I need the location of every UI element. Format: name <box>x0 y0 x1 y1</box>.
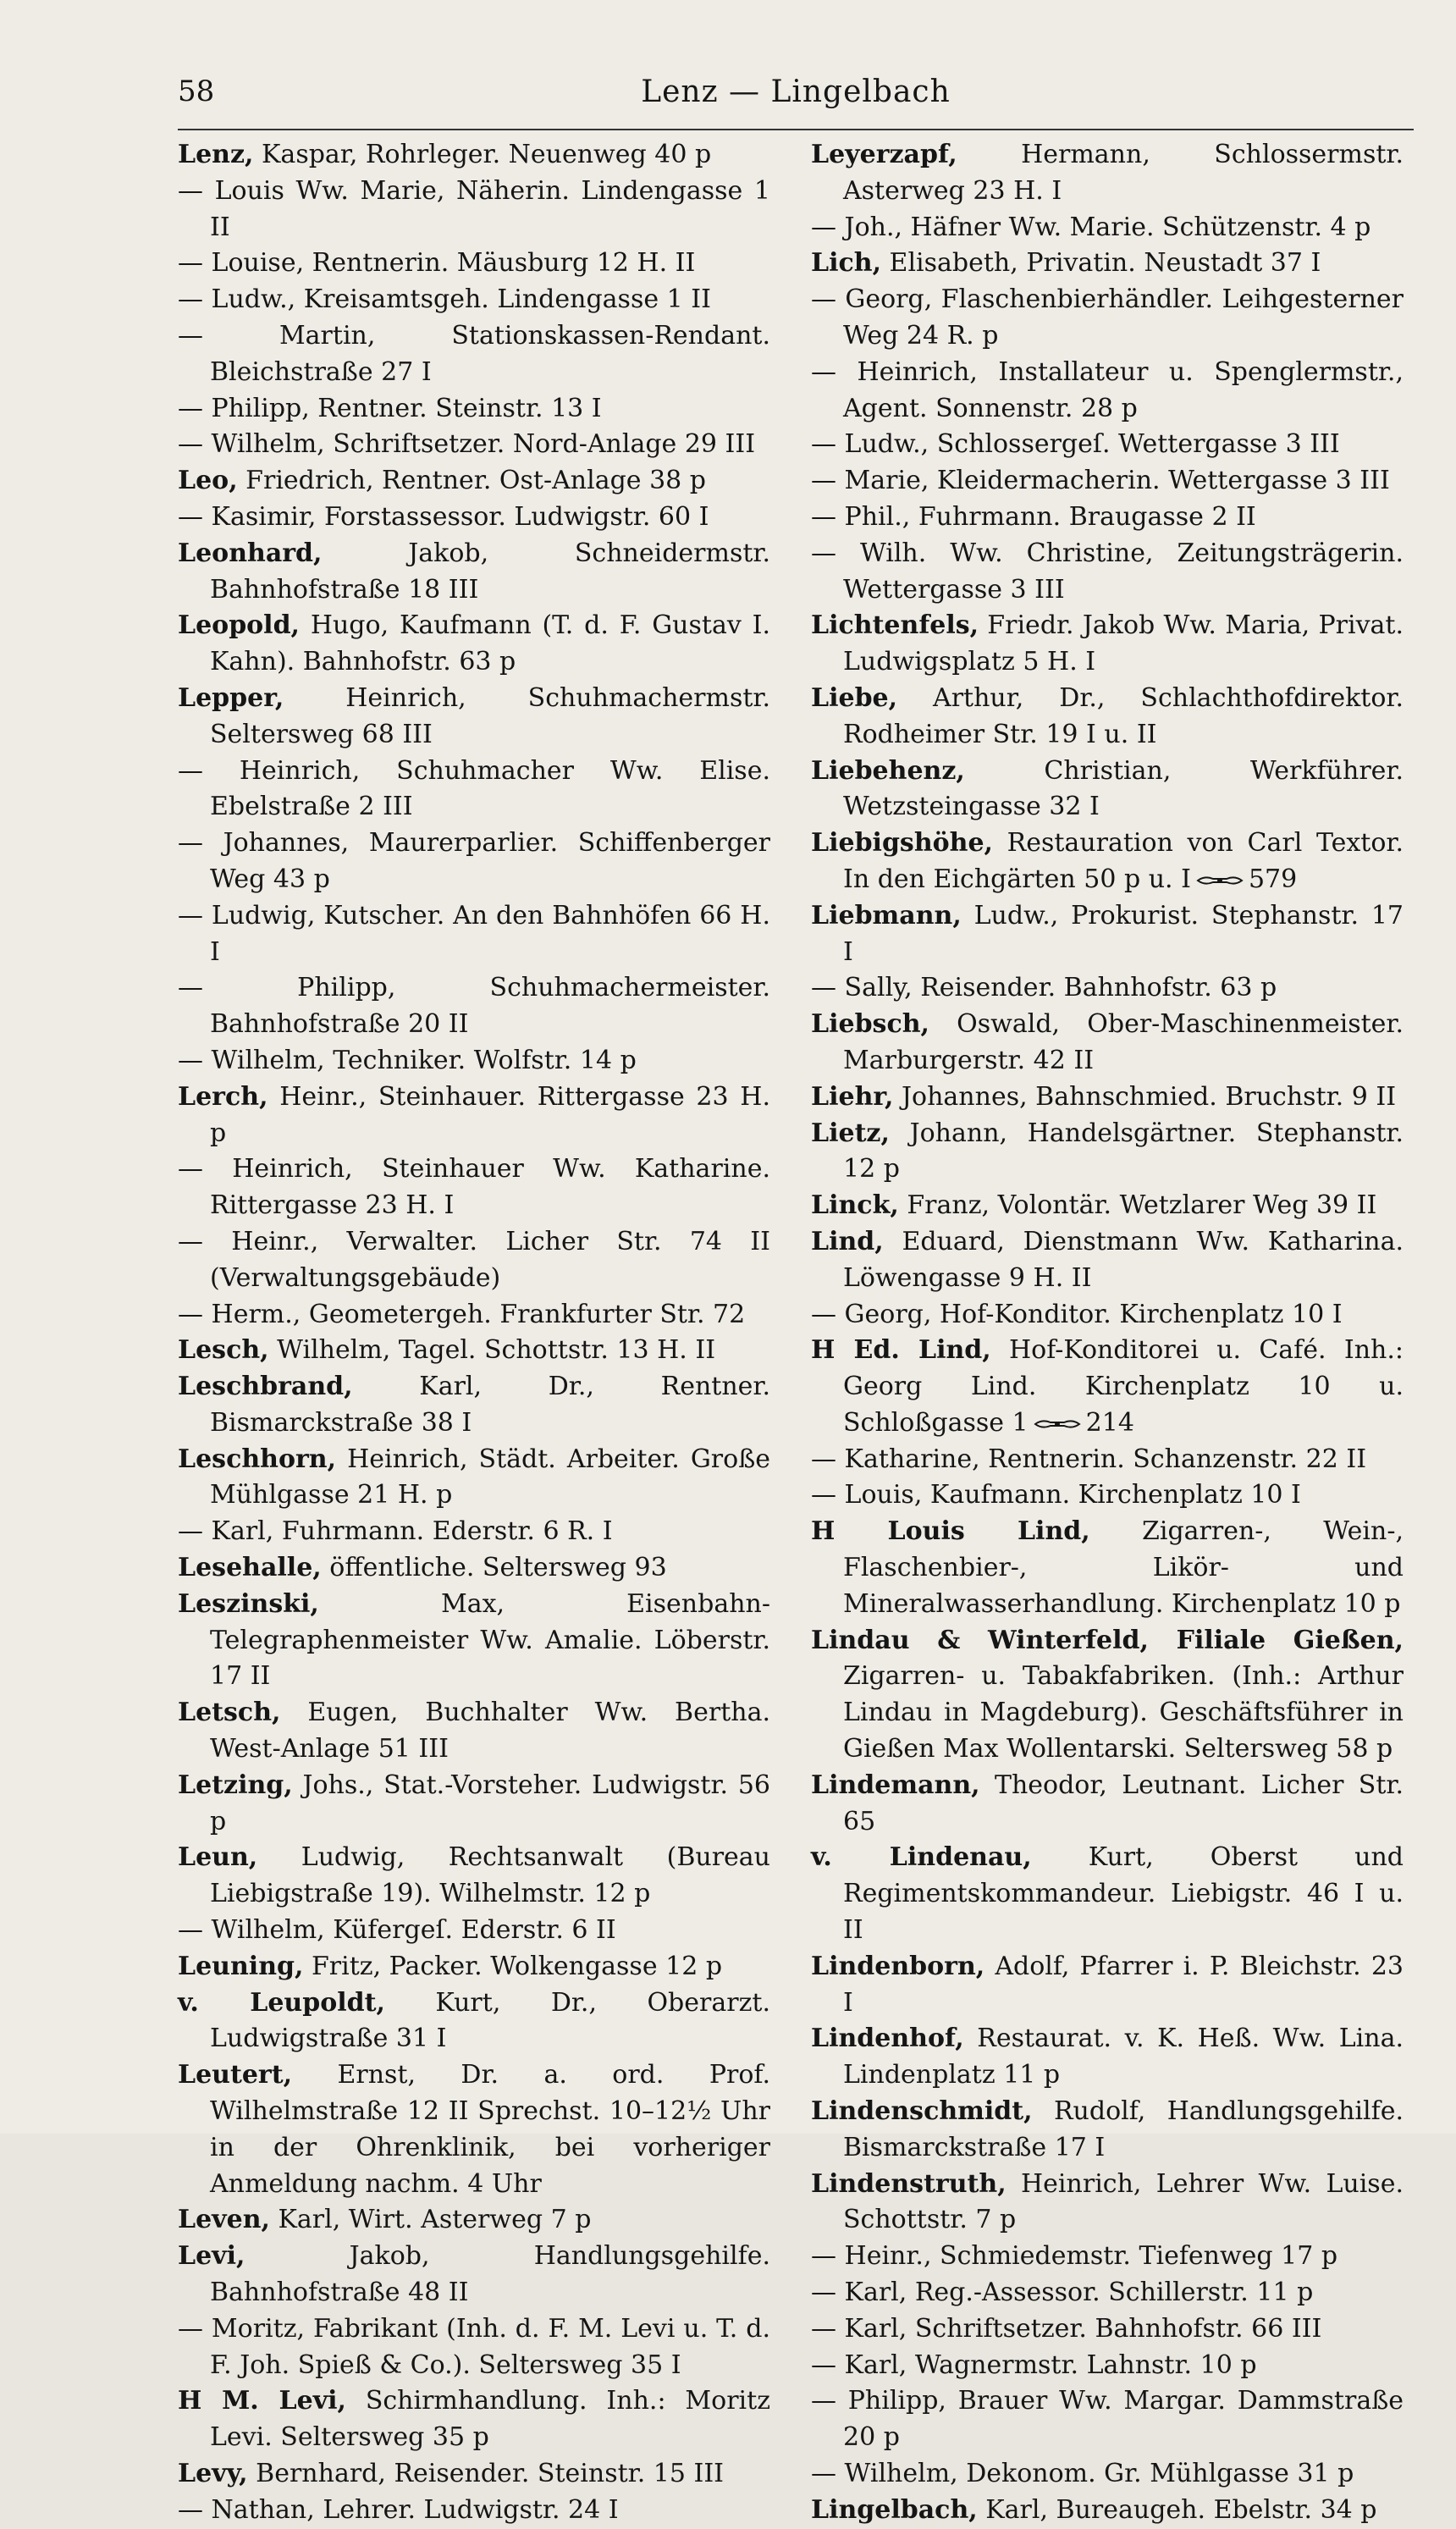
directory-entry <box>178 1550 770 1587</box>
entry-name: Liebehenz, <box>811 755 965 786</box>
entry-text: Heinrich, Lehrer Ww. Luise. Schottstr. 7 p <box>843 2168 1404 2235</box>
entry-text: — Wilhelm, Küfergeſ. Ederstr. 6 II <box>178 1915 616 1946</box>
entry-name: H M. Levi, <box>178 2386 346 2416</box>
directory-entry <box>811 2383 1404 2456</box>
entry-text: Karl, Bureaugeh. Ebelstr. 34 p <box>977 2494 1377 2525</box>
entry-text: — Karl, Wagnermstr. Lahnstr. 10 p <box>811 2350 1257 2380</box>
directory-entry <box>811 427 1404 463</box>
directory-entry <box>811 1224 1404 1297</box>
directory-entry <box>178 536 770 609</box>
directory-entry <box>811 2094 1404 2167</box>
entry-name: Lind, <box>811 1226 884 1256</box>
entry-name: Levi, <box>178 2241 245 2272</box>
entry-name: Leun, <box>178 1842 258 1873</box>
entry-text: Oswald, Ober-Maschinenmeister. Marburgerstr. 42 II <box>843 1009 1404 1075</box>
directory-entry <box>178 1297 770 1334</box>
entry-text: — Philipp, Schuhmachermeister. Bahnhofstraße 20 II <box>178 973 770 1040</box>
directory-entry <box>811 355 1404 428</box>
directory-entry <box>178 137 770 174</box>
directory-entry <box>811 1333 1404 1441</box>
entry-text: — Philipp, Rentner. Steinstr. 13 I <box>178 393 602 423</box>
directory-entry <box>811 2021 1404 2094</box>
entry-name: Leven, <box>178 2205 270 2235</box>
directory-entry <box>178 1768 770 1841</box>
entry-text: — Ludwig, Kutscher. An den Bahnhöfen 66 H. I <box>178 900 770 967</box>
entry-name: Letsch, <box>178 1698 281 1728</box>
entry-text: Jakob, Schneidermstr. Bahnhofstraße 18 III <box>210 538 770 605</box>
entry-name: Lindenhof, <box>811 2024 964 2054</box>
telephone-icon <box>1034 1417 1081 1431</box>
directory-entry <box>811 1080 1404 1116</box>
directory-entry <box>811 608 1404 681</box>
directory-entry <box>178 2383 770 2456</box>
entry-text: — Heinrich, Steinhauer Ww. Katharine. Rittergasse 23 H. I <box>178 1154 770 1221</box>
left-column <box>178 137 770 2529</box>
directory-entry <box>178 1151 770 1224</box>
directory-entry <box>178 318 770 391</box>
entry-text: — Wilh. Ww. Christine, Zeitungsträgerin. Wettergasse 3 III <box>811 538 1404 605</box>
entry-text: Eduard, Dienstmann Ww. Katharina. Löwengasse 9 H. II <box>843 1226 1404 1293</box>
entry-name: Lesch, <box>178 1335 269 1366</box>
entry-name: Lindenborn, <box>811 1951 985 1981</box>
directory-entry <box>811 1768 1404 1841</box>
entry-name: Linck, <box>811 1190 899 1221</box>
entry-text: — Phil., Fuhrmann. Braugasse 2 II <box>811 501 1256 532</box>
directory-entry <box>178 1949 770 1985</box>
entry-name: Leuning, <box>178 1951 304 1981</box>
entry-text: Franz, Volontär. Wetzlarer Weg 39 II <box>898 1190 1377 1221</box>
entry-text: — Louis Ww. Marie, Näherin. Lindengasse 1 II <box>178 175 770 242</box>
entry-name: Leonhard, <box>178 538 323 568</box>
directory-entry <box>178 391 770 428</box>
entry-text: Johannes, Bahnschmied. Bruchstr. 9 II <box>893 1081 1397 1112</box>
entry-text: — Martin, Stationskassen-Rendant. Bleichstraße 27 I <box>178 320 770 387</box>
directory-entry <box>811 754 1404 826</box>
directory-entry <box>178 246 770 282</box>
entry-name: Lesehalle, <box>178 1553 322 1583</box>
directory-entry <box>178 500 770 536</box>
directory-entry <box>178 2493 770 2529</box>
directory-entry <box>178 1985 770 2058</box>
entry-text: Friedr. Jakob Ww. Maria, Privat. Ludwigsplatz 5 H. I <box>843 610 1404 677</box>
entry-text: Hof-Konditorei u. Café. Inh.: Georg Lind. Kirchenplatz 10 u. Schloßgasse 1 <box>843 1335 1404 1438</box>
directory-entry <box>178 2311 770 2384</box>
directory-entry <box>178 2456 770 2493</box>
entry-name: H Ed. Lind, <box>811 1335 991 1366</box>
entry-text: — Wilhelm, Dekonom. Gr. Mühlgasse 31 p <box>811 2459 1354 2488</box>
entry-name: Lindau & Winterfeld, Filiale Gießen, <box>811 1625 1404 1655</box>
directory-entry <box>811 898 1404 971</box>
entry-text: Ernst, Dr. a. ord. Prof. Wilhelmstraße 12 II Sprechst. 10–12½ Uhr in der Ohrenklinik, bei vorheriger Anmeldung nachm. 4 Uhr <box>210 2060 770 2199</box>
directory-entry <box>178 2239 770 2311</box>
directory-entry <box>178 1043 770 1080</box>
entry-text: — Georg, Hof-Konditor. Kirchenplatz 10 I <box>811 1299 1343 1329</box>
entry-text: — Katharine, Rentnerin. Schanzenstr. 22 II <box>811 1444 1367 1474</box>
entry-text: Theodor, Leutnant. Licher Str. 65 <box>843 1770 1404 1836</box>
entry-text: Rudolf, Handlungsgehilfe. Bismarckstraße 17 I <box>843 2096 1404 2162</box>
directory-entry <box>811 826 1404 898</box>
entry-text: Restauration von Carl Textor. In den Eichgärten 50 p u. I <box>843 828 1404 894</box>
entry-text: Ludwig, Rechtsanwalt (Bureau Liebigstraße 19). Wilhelmstr. 12 p <box>210 1842 770 1909</box>
directory-entry <box>811 1949 1404 2022</box>
directory-entry <box>811 1188 1404 1224</box>
entry-text: Zigarren-, Wein-, Flaschenbier-, Likör- und Mineralwasserhandlung. Kirchenplatz 10 p <box>843 1516 1404 1619</box>
directory-entry <box>178 1913 770 1949</box>
entry-text: Zigarren- u. Tabakfabriken. (Inh.: Arthur Lindau in Magdeburg). Geschäftsführer in Gießen Max Wollentarski. Seltersweg 58 p <box>843 1661 1404 1764</box>
directory-entry <box>811 1297 1404 1334</box>
entry-text: — Marie, Kleidermacherin. Wettergasse 3 III <box>811 466 1390 496</box>
entry-text: — Wilhelm, Techniker. Wolfstr. 14 p <box>178 1045 637 1075</box>
entry-text: Friedrich, Rentner. Ost-Anlage 38 p <box>237 466 706 496</box>
entry-name: Liebsch, <box>811 1009 929 1040</box>
entry-text: Johann, Handelsgärtner. Stephanstr. 12 p <box>843 1118 1404 1184</box>
entry-text: — Heinrich, Installateur u. Spenglermstr., Agent. Sonnenstr. 28 p <box>811 356 1404 423</box>
directory-entry <box>811 2348 1404 2384</box>
entry-name: Liebigshöhe, <box>811 828 993 859</box>
entry-text: Johs., Stat.-Vorsteher. Ludwigstr. 56 p <box>210 1770 770 1836</box>
header-rule <box>178 129 1414 130</box>
entry-text: Ludw., Prokurist. Stephanstr. 17 I <box>843 900 1404 967</box>
directory-entry <box>178 427 770 463</box>
entry-name: Leopold, <box>178 610 300 641</box>
entry-text: Wilhelm, Tagel. Schottstr. 13 H. II <box>268 1335 716 1366</box>
entry-text: Hugo, Kaufmann (T. d. F. Gustav I. Kahn). Bahnhofstr. 63 p <box>210 610 770 677</box>
entry-text: — Louise, Rentnerin. Mäusburg 12 H. II <box>178 248 696 279</box>
directory-entry <box>178 1333 770 1369</box>
entry-text: Jakob, Handlungsgehilfe. Bahnhofstraße 48 II <box>210 2241 770 2308</box>
entry-text: Christian, Werkführer. Wetzsteingasse 32 I <box>843 755 1404 822</box>
entry-name: v. Lindenau, <box>811 1842 1032 1873</box>
entry-text: Kurt, Dr., Oberarzt. Ludwigstraße 31 I <box>210 1987 770 2054</box>
entry-text: — Philipp, Brauer Ww. Margar. Dammstraße 20 p <box>811 2386 1404 2453</box>
entry-text: Heinr., Steinhauer. Rittergasse 23 H. p <box>210 1081 770 1148</box>
directory-entry <box>178 1514 770 1550</box>
directory-entry <box>811 2456 1404 2493</box>
entry-text: — Ludw., Schlossergeſ. Wettergasse 3 III <box>811 429 1340 460</box>
entry-text: Kaspar, Rohrleger. Neuenweg 40 p <box>253 140 712 169</box>
directory-entry <box>178 898 770 971</box>
entry-text: Max, Eisenbahn-Telegraphenmeister Ww. Amalie. Löberstr. 17 II <box>210 1588 770 1692</box>
directory-entry <box>811 1116 1404 1189</box>
page-header <box>178 68 1414 119</box>
entry-text: — Ludw., Kreisamtsgeh. Lindengasse 1 II <box>178 284 711 315</box>
entry-text: — Heinr., Verwalter. Licher Str. 74 II (Verwaltungsgebäude) <box>178 1226 770 1293</box>
directory-entry <box>811 282 1404 355</box>
directory-entry <box>811 2275 1404 2311</box>
entry-text: Arthur, Dr., Schlachthofdirektor. Rodheimer Str. 19 I u. II <box>843 682 1404 749</box>
directory-entry <box>811 1477 1404 1514</box>
entry-name: Lingelbach, <box>811 2494 978 2525</box>
directory-entry <box>811 463 1404 500</box>
entry-text: Heinrich, Schuhmachermstr. Seltersweg 68 III <box>210 682 770 749</box>
entry-text: Kurt, Oberst und Regimentskommandeur. Liebigstr. 46 I u. II <box>843 1842 1404 1946</box>
entry-text: Eugen, Buchhalter Ww. Bertha. West-Anlage 51 III <box>210 1698 770 1764</box>
entry-text: — Nathan, Lehrer. Ludwigstr. 24 I <box>178 2494 619 2525</box>
entry-text: Fritz, Packer. Wolkengasse 12 p <box>303 1951 723 1981</box>
directory-entry <box>811 2239 1404 2275</box>
entry-text: — Karl, Reg.-Assessor. Schillerstr. 11 p <box>811 2278 1314 2308</box>
directory-entry <box>178 1442 770 1515</box>
entry-name: Letzing, <box>178 1770 293 1800</box>
directory-entry <box>811 137 1404 210</box>
entry-name: Lerch, <box>178 1081 268 1112</box>
directory-entry <box>178 1840 770 1913</box>
directory-entry <box>178 174 770 246</box>
entry-name: Lich, <box>811 248 882 279</box>
entry-name: Lindenschmidt, <box>811 2096 1033 2127</box>
entry-text: Restaurat. v. K. Heß. Ww. Lina. Lindenplatz 11 p <box>843 2024 1404 2090</box>
entry-name: Leutert, <box>178 2060 293 2090</box>
directory-entry <box>178 1080 770 1152</box>
directory-entry <box>178 2202 770 2239</box>
entry-name: Lietz, <box>811 1118 890 1148</box>
entry-text: Hermann, Schlossermstr. Asterweg 23 H. I <box>843 140 1404 206</box>
telephone-icon <box>1196 874 1244 887</box>
entry-text: — Heinr., Schmiedemstr. Tiefenweg 17 p <box>811 2241 1338 2272</box>
entry-text: — Johannes, Maurerparlier. Schiffenberger Weg 43 p <box>178 828 770 894</box>
entry-text: — Karl, Schriftsetzer. Bahnhofstr. 66 III <box>811 2313 1322 2344</box>
entry-name: Lenz, <box>178 140 254 169</box>
phone-number: 579 <box>1248 864 1298 894</box>
directory-entry <box>178 826 770 898</box>
directory-entry <box>811 536 1404 609</box>
entry-name: Lindemann, <box>811 1770 980 1800</box>
entry-name: Leschbrand, <box>178 1372 353 1402</box>
entry-text: — Karl, Fuhrmann. Ederstr. 6 R. I <box>178 1516 613 1547</box>
directory-entry <box>811 2493 1404 2529</box>
directory-entry <box>178 970 770 1043</box>
directory-entry <box>178 1224 770 1297</box>
entry-text: Schirmhandlung. Inh.: Moritz Levi. Seltersweg 35 p <box>210 2386 770 2453</box>
entry-text: — Heinrich, Schuhmacher Ww. Elise. Ebelstraße 2 III <box>178 755 770 822</box>
directory-entry <box>178 463 770 500</box>
entry-text: Karl, Dr., Rentner. Bismarckstraße 38 I <box>210 1372 770 1438</box>
directory-entry <box>178 1587 770 1695</box>
page-number: 58 <box>178 75 215 108</box>
entry-text: — Joh., Häfner Ww. Marie. Schützenstr. 4 p <box>811 212 1371 242</box>
directory-entry <box>811 210 1404 246</box>
directory-entry <box>811 246 1404 282</box>
entry-name: Leschhorn, <box>178 1444 337 1474</box>
entry-text: Heinrich, Städt. Arbeiter. Große Mühlgasse 21 H. p <box>210 1444 770 1510</box>
entry-text: öffentliche. Seltersweg 93 <box>321 1553 667 1583</box>
directory-entry <box>178 1695 770 1768</box>
entry-text: — Kasimir, Forstassessor. Ludwigstr. 60 I <box>178 501 709 532</box>
entry-name: Lichtenfels, <box>811 610 979 641</box>
entry-text: Karl, Wirt. Asterweg 7 p <box>269 2205 592 2235</box>
directory-entry <box>178 2057 770 2202</box>
entry-text: — Georg, Flaschenbierhändler. Leihgesterner Weg 24 R. p <box>811 284 1404 351</box>
directory-entry <box>811 2167 1404 2239</box>
entry-name: Leyerzapf, <box>811 140 957 169</box>
right-column <box>811 137 1404 2529</box>
directory-entry <box>178 754 770 826</box>
phone-number: 214 <box>1085 1407 1134 1438</box>
directory-entry <box>178 681 770 754</box>
entry-name: Liebmann, <box>811 900 962 930</box>
directory-entry <box>811 970 1404 1007</box>
directory-entry <box>811 1623 1404 1768</box>
directory-entry <box>811 2311 1404 2348</box>
entry-text: Bernhard, Reisender. Steinstr. 15 III <box>247 2459 725 2488</box>
entry-name: Liebe, <box>811 682 898 713</box>
directory-entry <box>811 1007 1404 1080</box>
entry-text: — Wilhelm, Schriftsetzer. Nord-Anlage 29 III <box>178 429 756 460</box>
entry-name: Lepper, <box>178 682 284 713</box>
directory-entry <box>811 681 1404 754</box>
directory-entry <box>178 282 770 318</box>
directory-entry <box>178 1369 770 1442</box>
entry-text: — Louis, Kaufmann. Kirchenplatz 10 I <box>811 1480 1301 1510</box>
entry-text: Adolf, Pfarrer i. P. Bleichstr. 23 I <box>843 1951 1404 2018</box>
entry-text: Elisabeth, Privatin. Neustadt 37 I <box>881 248 1321 279</box>
entry-name: H Louis Lind, <box>811 1516 1090 1547</box>
directory-entry <box>178 608 770 681</box>
entry-name: Liehr, <box>811 1081 894 1112</box>
entry-text: — Moritz, Fabrikant (Inh. d. F. M. Levi u. T. d. F. Joh. Spieß & Co.). Seltersweg 35 I <box>178 2313 770 2380</box>
entry-text: — Sally, Reisender. Bahnhofstr. 63 p <box>811 973 1277 1003</box>
entry-name: Leszinski, <box>178 1588 319 1619</box>
directory-entry <box>811 1840 1404 1948</box>
entry-name: Levy, <box>178 2459 248 2488</box>
directory-entry <box>811 1442 1404 1478</box>
entry-text: — Herm., Geometergeh. Frankfurter Str. 72 <box>178 1299 746 1329</box>
entry-name: v. Leupoldt, <box>178 1987 385 2018</box>
directory-entry <box>811 500 1404 536</box>
entry-name: Leo, <box>178 466 238 496</box>
directory-entry <box>811 1514 1404 1622</box>
entry-name: Lindenstruth, <box>811 2168 1007 2199</box>
running-head: Lenz — Lingelbach <box>641 75 951 109</box>
